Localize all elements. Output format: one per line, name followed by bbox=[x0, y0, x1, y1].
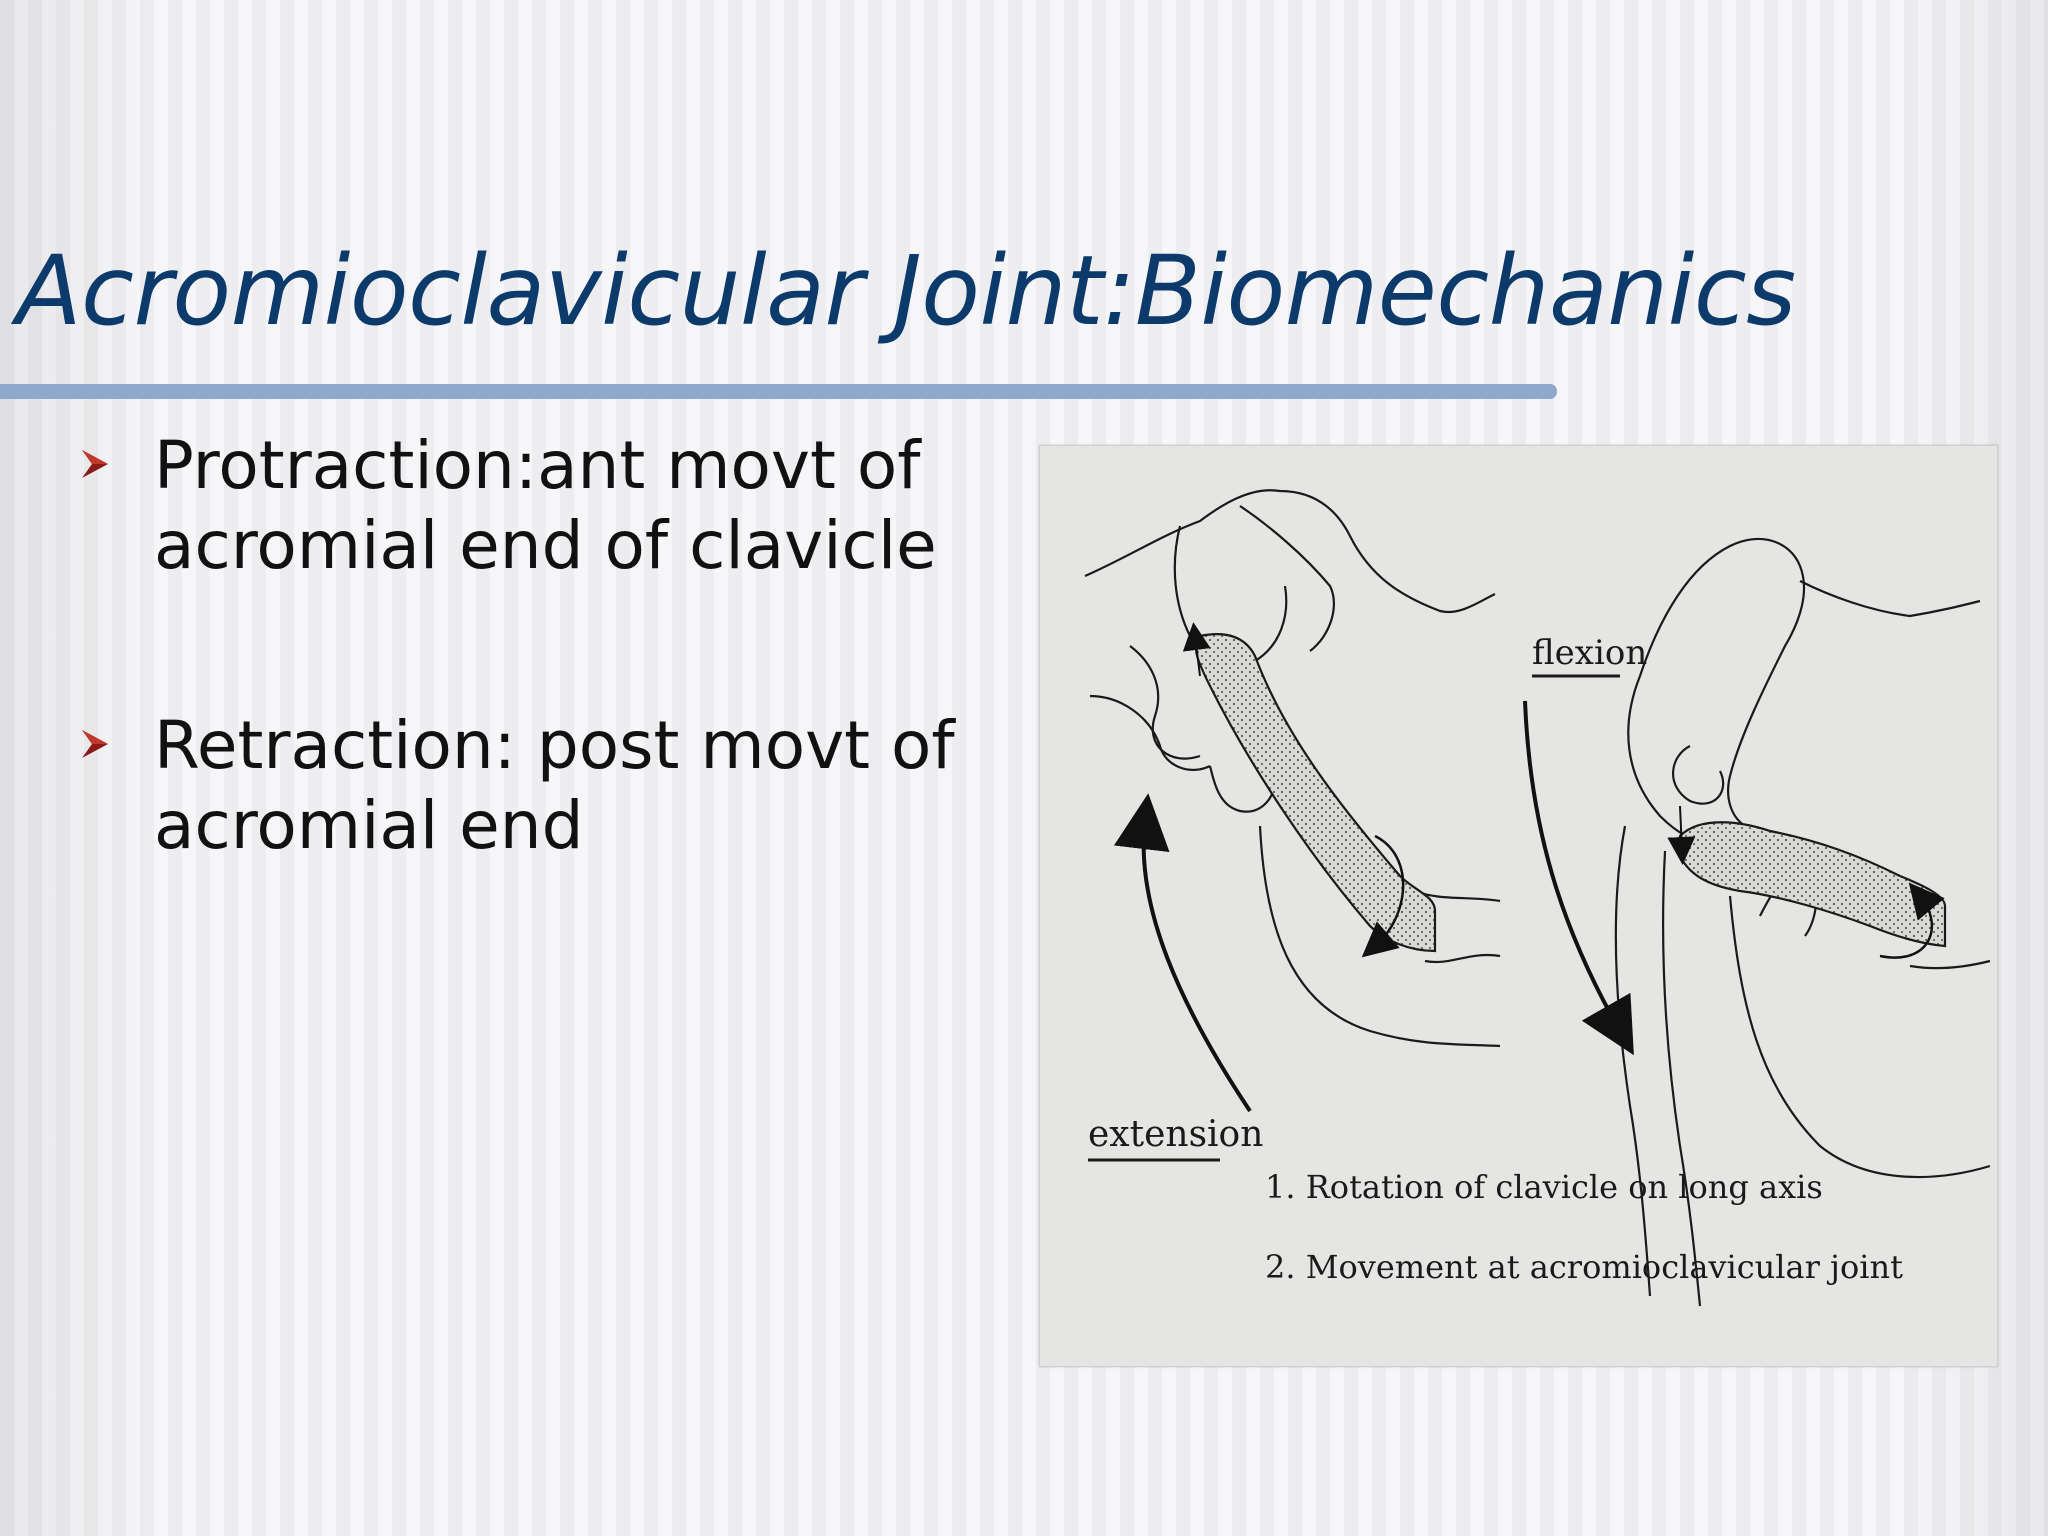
bullet-item-protraction bbox=[80, 426, 1010, 586]
bullet-text-line-1: Protraction:ant movt of bbox=[154, 427, 921, 504]
arrow-bullet-icon bbox=[80, 448, 110, 480]
extension-arrow bbox=[1144, 821, 1250, 1111]
bullet-text-line-2: acromial end of clavicle bbox=[154, 507, 937, 584]
bullet-text-line-2: acromial end bbox=[154, 787, 584, 864]
flexion-label: flexion bbox=[1532, 633, 1648, 673]
anatomy-drawing bbox=[1040, 446, 1997, 1366]
bullet-text-line-1: Retraction: post movt of bbox=[154, 707, 955, 784]
flexion-arrow bbox=[1525, 701, 1620, 1031]
bullet-list bbox=[80, 426, 1010, 986]
extension-label: extension bbox=[1088, 1114, 1264, 1155]
bullet-item-retraction bbox=[80, 706, 1010, 866]
slide-title: Acromioclavicular Joint:Biomechanics bbox=[16, 235, 1796, 347]
right-clavicle-shape bbox=[1680, 822, 1945, 946]
figure-caption-2: 2. Movement at acromioclavicular joint bbox=[1265, 1248, 1903, 1286]
arrow-bullet-icon bbox=[80, 728, 110, 760]
title-underline bbox=[0, 384, 1557, 399]
left-clavicle-shape bbox=[1196, 634, 1435, 951]
clavicle-movement-figure bbox=[1039, 445, 1998, 1367]
figure-caption-1: 1. Rotation of clavicle on long axis bbox=[1265, 1168, 1823, 1206]
